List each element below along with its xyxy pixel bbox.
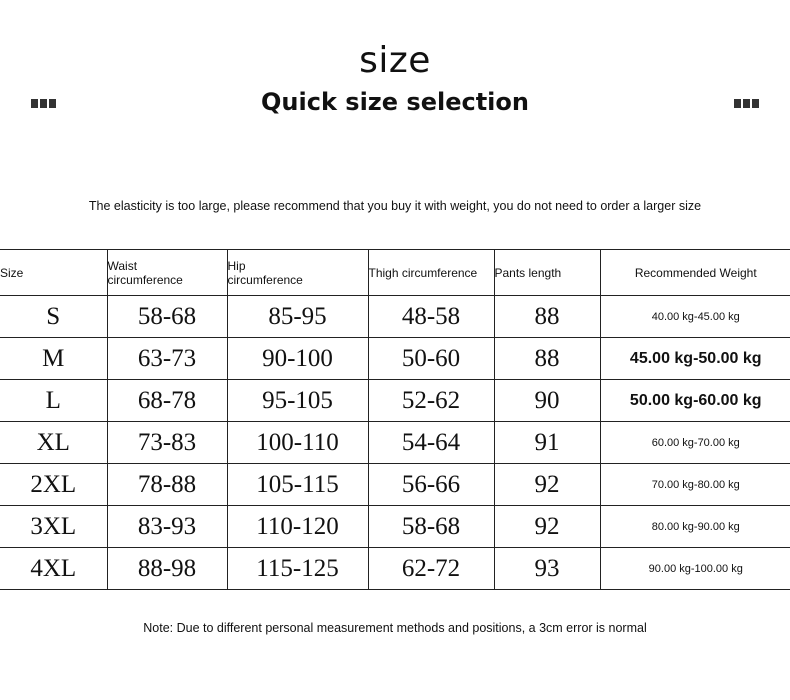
waist-cell: 83-93: [107, 506, 227, 548]
table-row: [0, 338, 790, 380]
column-header-hip: [227, 250, 368, 296]
column-header-waist: [107, 250, 227, 296]
elasticity-notice: The elasticity is too large, please recommend that you buy it with weight, you do not need to order a larger size: [88, 199, 702, 213]
thigh-cell: 58-68: [368, 506, 494, 548]
waist-cell: 73-83: [107, 422, 227, 464]
hip-cell: 100-110: [227, 422, 368, 464]
page-subtitle: Quick size selection: [261, 88, 529, 116]
thigh-cell: 48-58: [368, 296, 494, 338]
length-cell: 88: [494, 338, 600, 380]
size-cell: XL: [0, 422, 107, 464]
waist-cell: 68-78: [107, 380, 227, 422]
table-row: [0, 464, 790, 506]
decorative-squares-right-icon: [734, 99, 759, 108]
weight-cell: 40.00 kg-45.00 kg: [600, 296, 790, 338]
table-row: [0, 380, 790, 422]
weight-cell: 70.00 kg-80.00 kg: [600, 464, 790, 506]
weight-cell: 60.00 kg-70.00 kg: [600, 422, 790, 464]
weight-cell: 90.00 kg-100.00 kg: [600, 548, 790, 590]
size-cell: 4XL: [0, 548, 107, 590]
column-header-length: Pants length: [494, 250, 600, 296]
size-cell: M: [0, 338, 107, 380]
page-title: size: [359, 40, 431, 81]
size-cell: L: [0, 380, 107, 422]
length-cell: 92: [494, 506, 600, 548]
size-cell: 2XL: [0, 464, 107, 506]
hip-cell: 110-120: [227, 506, 368, 548]
size-chart-table: [0, 249, 790, 590]
size-cell: 3XL: [0, 506, 107, 548]
column-header-thigh: Thigh circumference: [368, 250, 494, 296]
length-cell: 91: [494, 422, 600, 464]
column-header-size: Size: [0, 250, 107, 296]
length-cell: 90: [494, 380, 600, 422]
waist-cell: 58-68: [107, 296, 227, 338]
waist-cell: 78-88: [107, 464, 227, 506]
thigh-cell: 62-72: [368, 548, 494, 590]
hip-cell: 115-125: [227, 548, 368, 590]
waist-cell: 63-73: [107, 338, 227, 380]
column-header-weight: Recommended Weight: [600, 250, 790, 296]
column-header-hip-line1: Hip: [227, 258, 246, 273]
length-cell: 92: [494, 464, 600, 506]
table-row: [0, 422, 790, 464]
table-header-row: [0, 250, 790, 296]
waist-cell: 88-98: [107, 548, 227, 590]
hip-cell: 85-95: [227, 296, 368, 338]
thigh-cell: 54-64: [368, 422, 494, 464]
measurement-note: Note: Due to different personal measurement methods and positions, a 3cm error is normal: [143, 621, 647, 635]
weight-cell: 80.00 kg-90.00 kg: [600, 506, 790, 548]
length-cell: 88: [494, 296, 600, 338]
size-cell: S: [0, 296, 107, 338]
thigh-cell: 56-66: [368, 464, 494, 506]
table-row: [0, 548, 790, 590]
hip-cell: 105-115: [227, 464, 368, 506]
table-row: [0, 506, 790, 548]
hip-cell: 95-105: [227, 380, 368, 422]
thigh-cell: 52-62: [368, 380, 494, 422]
thigh-cell: 50-60: [368, 338, 494, 380]
table-row: [0, 296, 790, 338]
weight-cell: 45.00 kg-50.00 kg: [600, 338, 790, 380]
weight-cell: 50.00 kg-60.00 kg: [600, 380, 790, 422]
hip-cell: 90-100: [227, 338, 368, 380]
column-header-hip-line2: circumference: [227, 272, 303, 287]
length-cell: 93: [494, 548, 600, 590]
column-header-waist-line1: Waist: [107, 258, 138, 273]
column-header-waist-line2: circumference: [107, 272, 183, 287]
